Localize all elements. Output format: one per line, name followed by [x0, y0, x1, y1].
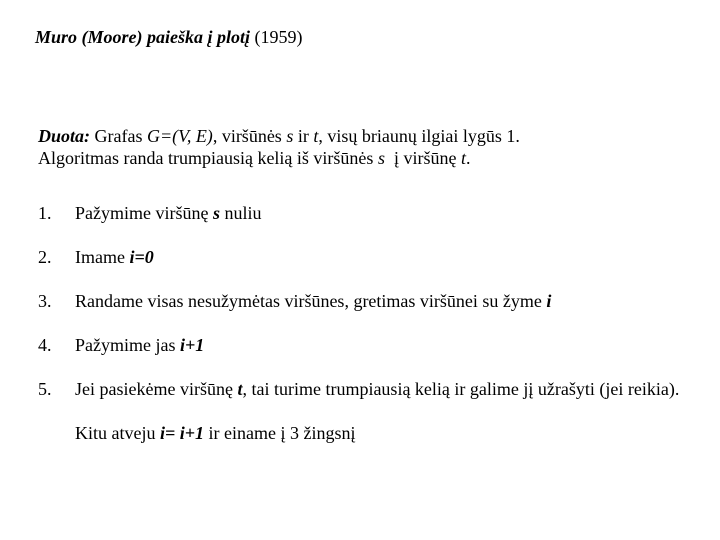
step-3 — [38, 290, 698, 312]
step-text: Pažymime jas — [75, 335, 176, 355]
given-text-b: , viršūnės — [212, 126, 282, 146]
title-main: Muro (Moore) paieška į plotį — [35, 27, 251, 47]
given-text-c: ir — [297, 126, 309, 146]
step-var: i — [546, 291, 552, 311]
step-text: , tai turime trumpiausią kelią ir galime jį užrašyti (jei reikia). Kitu atveju — [75, 379, 680, 443]
given-paragraph — [38, 125, 520, 169]
step-5 — [38, 367, 698, 455]
slide-title — [35, 27, 303, 48]
step-number: 3. — [38, 291, 52, 311]
step-var: s — [212, 203, 220, 223]
step-number: 4. — [38, 335, 52, 355]
step-var: i=0 — [129, 247, 154, 267]
given-line-1 — [38, 125, 520, 147]
step-var: i+1 — [179, 335, 205, 355]
vertex-t: t — [313, 126, 319, 146]
given-text-f: į viršūnę — [393, 148, 457, 168]
step-text: nuliu — [224, 203, 262, 223]
given-line-2 — [38, 147, 520, 169]
step-2 — [38, 246, 698, 268]
step-number: 2. — [38, 247, 52, 267]
step-1 — [38, 202, 698, 224]
given-text-e: Algoritmas randa trumpiausią kelią iš viršūnės — [38, 148, 374, 168]
given-text-d: , visų briaunų ilgiai lygūs 1. — [318, 126, 520, 146]
given-text-a: Grafas — [94, 126, 143, 146]
step-text: Randame visas nesužymėtas viršūnes, gretimas viršūnei su žyme — [75, 291, 542, 311]
vertex-s-2: s — [377, 148, 385, 168]
given-label: Duota: — [38, 126, 91, 146]
step-text: Jei pasiekėme viršūnę — [75, 379, 233, 399]
step-4 — [38, 334, 698, 356]
step-text: Pažymime viršūnę — [75, 203, 209, 223]
step-var: i= i+1 — [159, 423, 204, 443]
step-var: t — [237, 379, 243, 399]
vertex-s: s — [286, 126, 294, 146]
given-text-end: . — [465, 148, 471, 168]
step-text: ir einame į 3 žingsnį — [208, 423, 356, 443]
graph-notation: G=(V, E) — [147, 126, 213, 146]
vertex-t-2: t — [460, 148, 466, 168]
title-year: (1959) — [254, 27, 303, 47]
algorithm-steps — [38, 202, 698, 477]
step-number: 5. — [38, 379, 52, 399]
step-number: 1. — [38, 203, 52, 223]
step-text: Imame — [75, 247, 125, 267]
